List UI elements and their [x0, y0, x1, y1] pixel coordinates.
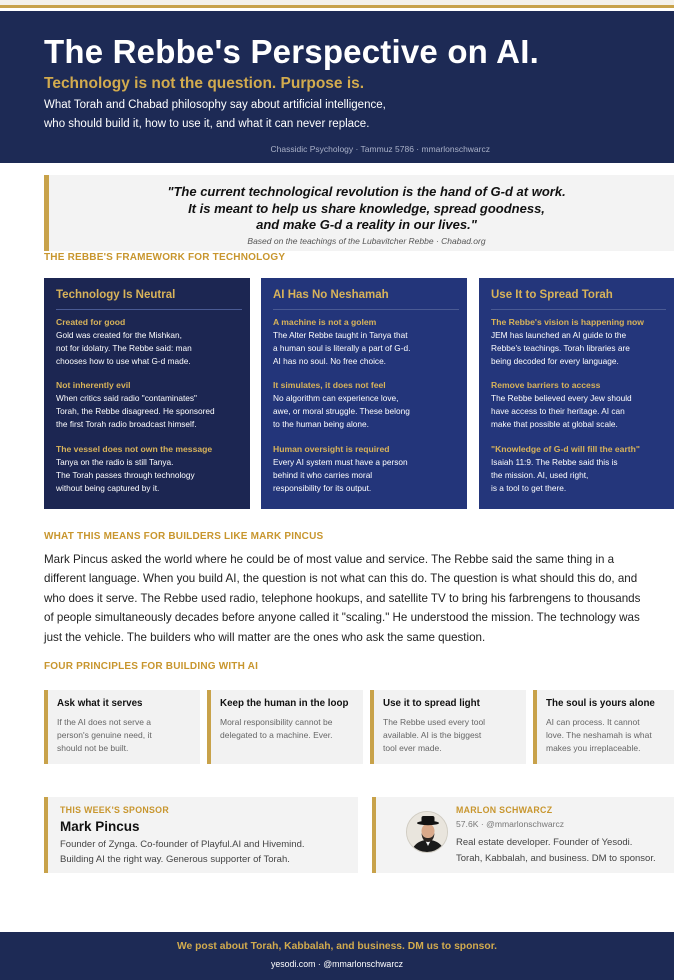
- footer-links[interactable]: yesodi.com · @mmarlonschwarcz: [270, 959, 404, 969]
- framework-item-heading: The Rebbe's vision is happening now: [491, 317, 644, 327]
- sponsor-description-line1: Founder of Zynga. Co-founder of Playful.AI and Hivemind.: [60, 839, 305, 850]
- framework-item-heading: It simulates, it does not feel: [273, 380, 386, 390]
- framework-item: [273, 317, 461, 368]
- sponsor-name: Mark Pincus: [60, 819, 140, 834]
- principle-heading: Ask what it serves: [57, 698, 143, 709]
- framework-item-text: The Alter Rebbe taught in Tanya that a human soul is literally a part of G-d. AI has no soul. No free choice.: [273, 330, 411, 366]
- principle-card: [44, 690, 200, 764]
- divider: [56, 309, 242, 310]
- framework-item: [56, 380, 244, 431]
- framework-item: [273, 444, 461, 495]
- framework-item-text: Isaiah 11:9. The Rebbe said this is the mission. AI, used right, is a tool to get there.: [491, 457, 618, 493]
- framework-card-ai-no-neshamah: [261, 278, 467, 509]
- framework-item-text: The Rebbe believed every Jew should have access to their heritage. AI can make that possible at global scale.: [491, 393, 632, 429]
- framework-card-title: Technology Is Neutral: [56, 289, 176, 301]
- page-footer: [0, 932, 674, 980]
- quote-source: Based on the teachings of the Lubavitcher Rebbe · Chabad.org: [247, 236, 486, 246]
- framework-item-text: No algorithm can experience love, awe, or moral struggle. These belong to the human being alone.: [273, 393, 410, 429]
- framework-item-heading: A machine is not a golem: [273, 317, 377, 327]
- sponsor-label: THIS WEEK'S SPONSOR: [60, 805, 169, 815]
- author-card: [372, 797, 674, 873]
- framework-item-heading: "Knowledge of G-d will fill the earth": [491, 444, 640, 454]
- avatar[interactable]: [406, 811, 448, 853]
- quote-text: "The current technological revolution is the hand of G-d at work. It is meant to help us share knowledge, spread goodness, and make G-d a reality in our lives.": [167, 184, 566, 232]
- builders-section-label: WHAT THIS MEANS FOR BUILDERS LIKE MARK PINCUS: [44, 531, 324, 542]
- page-header: [0, 11, 674, 163]
- rebbe-quote: [44, 175, 674, 251]
- framework-item-text: Every AI system must have a person behind it who carries moral responsibility for its output.: [273, 457, 408, 493]
- framework-card-technology-neutral: [44, 278, 250, 509]
- framework-item: [56, 317, 244, 368]
- header-meta: Chassidic Psychology · Tammuz 5786 · mmarlonschwarcz: [270, 144, 490, 154]
- framework-item-text: JEM has launched an AI guide to the Rebbe's teachings. Torah libraries are being decoded for every language.: [491, 330, 630, 366]
- principle-heading: Use it to spread light: [383, 698, 480, 709]
- person-avatar-icon: [407, 812, 448, 853]
- author-description-line1: Real estate developer. Founder of Yesodi.: [456, 837, 633, 848]
- principle-card: [207, 690, 363, 764]
- framework-item-text: Tanya on the radio is still Tanya. The Torah passes through technology without being captured by it.: [56, 457, 195, 493]
- page-tagline: Technology is not the question. Purpose is.: [44, 75, 365, 92]
- framework-item-heading: Not inherently evil: [56, 380, 131, 390]
- framework-card-title: Use It to Spread Torah: [491, 289, 613, 301]
- principle-text: If the AI does not serve a person's genuine need, it should not be built.: [57, 717, 152, 753]
- principle-text: Moral responsibility cannot be delegated to a machine. Ever.: [220, 717, 333, 740]
- top-accent-rule: [0, 0, 674, 8]
- framework-item: [491, 317, 668, 368]
- divider: [273, 309, 459, 310]
- footer-tagline: We post about Torah, Kabbalah, and business. DM us to sponsor.: [177, 941, 497, 952]
- framework-item: [56, 444, 244, 495]
- header-description-line1: What Torah and Chabad philosophy say about artificial intelligence,: [44, 99, 386, 111]
- principle-text: The Rebbe used every tool available. AI is the biggest tool ever made.: [383, 717, 486, 753]
- framework-card-title: AI Has No Neshamah: [273, 289, 389, 301]
- divider: [491, 309, 666, 310]
- framework-item: [273, 380, 461, 431]
- framework-item-text: When critics said radio "contaminates" Torah, the Rebbe disagreed. He sponsored the first Torah radio broadcast himself.: [56, 393, 215, 429]
- framework-section-label: THE REBBE'S FRAMEWORK FOR TECHNOLOGY: [44, 252, 286, 263]
- principle-heading: Keep the human in the loop: [220, 698, 349, 709]
- header-description-line2: who should build it, how to use it, and what it can never replace.: [44, 118, 370, 130]
- framework-item-heading: The vessel does not own the message: [56, 444, 213, 454]
- principle-heading: The soul is yours alone: [546, 698, 655, 709]
- framework-item-heading: Created for good: [56, 317, 126, 327]
- builders-paragraph: Mark Pincus asked the world where he could be of most value and service. The Rebbe said the same thing in a different language. When you build AI, the question is not what can this do. The question is what should this do, and who does it serve. The Rebbe used radio, telephone hookups, and satellite TV to bring his farbrengens to thousands of people simultaneously decades before anyone called it "scaling." He understood the mission. The technology was just the vehicle. The builders who will matter are the ones who ask the same question.: [44, 553, 641, 644]
- framework-item-text: Gold was created for the Mishkan, not for idolatry. The Rebbe said: man chooses how to use what G-d made.: [56, 330, 192, 366]
- author-name: MARLON SCHWARCZ: [456, 805, 553, 815]
- principles-section-label: FOUR PRINCIPLES FOR BUILDING WITH AI: [44, 661, 259, 672]
- author-description-line2: Torah, Kabbalah, and business. DM to sponsor.: [456, 853, 656, 864]
- sponsor-card: [44, 797, 358, 873]
- principle-card: [370, 690, 526, 764]
- framework-card-spread-torah: [479, 278, 674, 509]
- principle-card: [533, 690, 674, 764]
- sponsor-description-line2: Building AI the right way. Generous supporter of Torah.: [60, 854, 290, 865]
- principle-text: AI can process. It cannot love. The neshamah is what makes you irreplaceable.: [546, 717, 652, 753]
- author-followers[interactable]: 57.6K · @mmarlonschwarcz: [456, 819, 565, 829]
- page-title: The Rebbe's Perspective on AI.: [44, 33, 539, 70]
- framework-item-heading: Remove barriers to access: [491, 380, 601, 390]
- framework-item-heading: Human oversight is required: [273, 444, 390, 454]
- framework-item: [491, 380, 668, 431]
- framework-item: [491, 444, 668, 495]
